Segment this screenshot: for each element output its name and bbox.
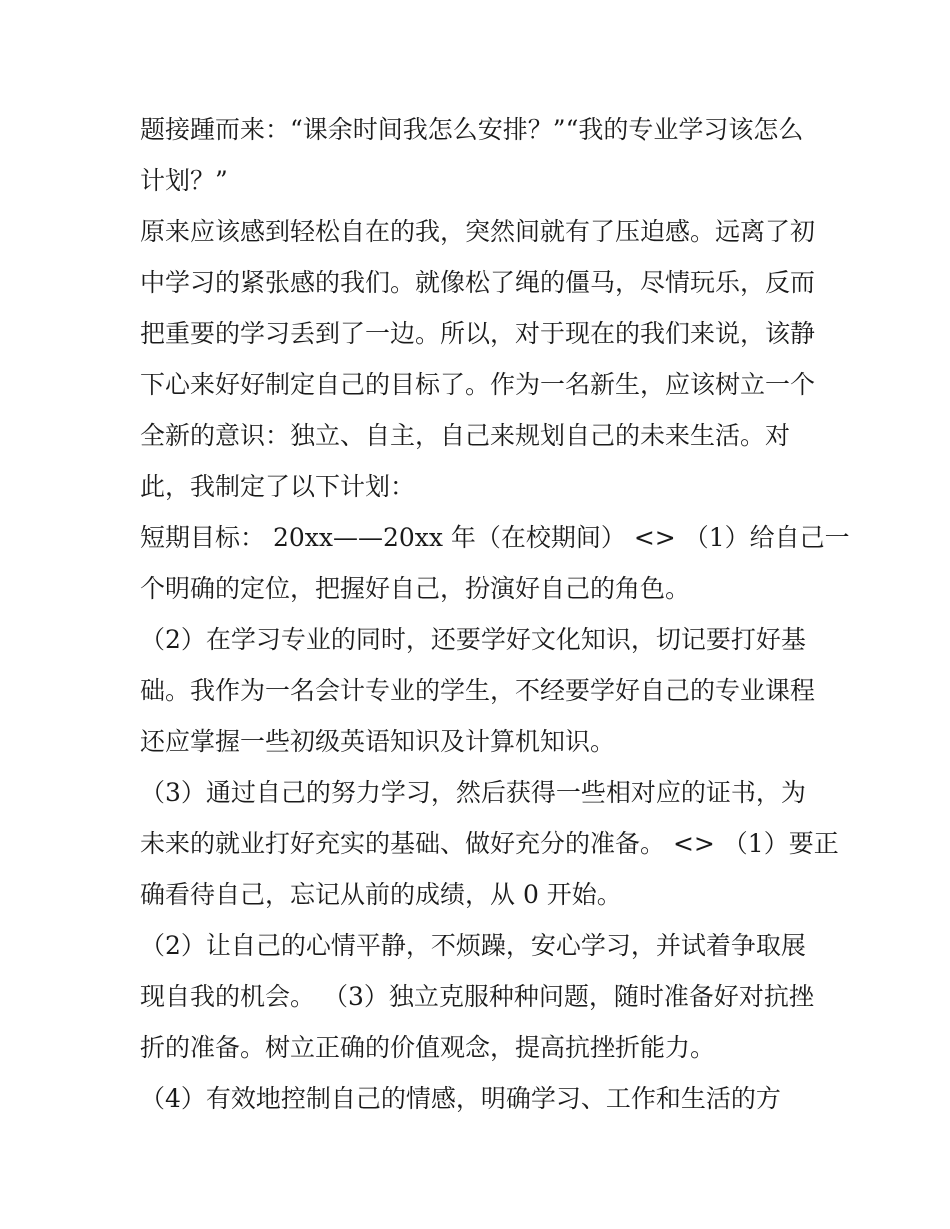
text-line: 下心来好好制定自己的目标了。作为一名新生，应该树立一个 [140,370,816,399]
text-line: 题接踵而来：“课余时间我怎么安排？”“我的专业学习该怎么 [140,115,804,144]
text-line: 折的准备。树立正确的价值观念，提高抗挫折能力。 [140,1033,716,1062]
text-line: 计划？” [140,166,228,195]
text-line: 未来的就业打好充实的基础、做好充分的准备。 <> （1）要正 [140,829,839,858]
text-line: 此，我制定了以下计划： [140,472,416,501]
text-line: 短期目标： 20xx——20xx 年（在校期间） <> （1）给自己一 [140,523,850,552]
text-line: 把重要的学习丢到了一边。所以，对于现在的我们来说，该静 [140,319,816,348]
text-line: 中学习的紧张感的我们。就像松了绳的僵马，尽情玩乐，反而 [140,268,816,297]
document-body [140,104,850,1124]
text-line: （2）在学习专业的同时，还要学好文化知识，切记要打好基 [140,625,806,654]
text-line: （4）有效地控制自己的情感，明确学习、工作和生活的方 [140,1084,781,1113]
text-line: （3）通过自己的努力学习，然后获得一些相对应的证书，为 [140,778,806,807]
text-line: 还应掌握一些初级英语知识及计算机知识。 [140,727,616,756]
text-line: （2）让自己的心情平静，不烦躁，安心学习，并试着争取展 [140,931,806,960]
text-line: 现自我的机会。 （3）独立克服种种问题，随时准备好对抗挫 [140,982,814,1011]
text-line: 个明确的定位，把握好自己，扮演好自己的角色。 [140,574,691,603]
text-line: 全新的意识：独立、自主，自己来规划自己的未来生活。对 [140,421,791,450]
text-line: 础。我作为一名会计专业的学生，不经要学好自己的专业课程 [140,676,816,705]
text-line: 确看待自己，忘记从前的成绩，从 0 开始。 [140,880,622,909]
text-line: 原来应该感到轻松自在的我，突然间就有了压迫感。远离了初 [140,217,816,246]
